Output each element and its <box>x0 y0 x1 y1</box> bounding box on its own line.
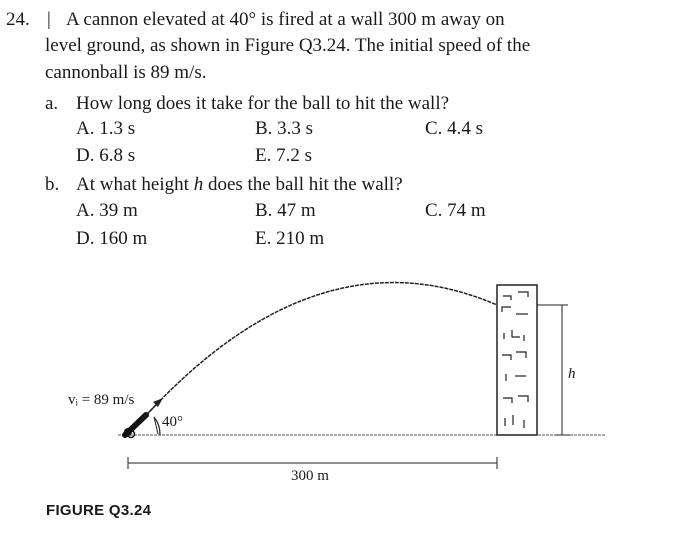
problem-line-2: level ground, as shown in Figure Q3.24. The initial speed of the <box>45 35 531 56</box>
part-b-option-a: A. 39 m <box>76 200 138 221</box>
problem-line-3: cannonball is 89 m/s. <box>45 62 207 83</box>
part-a-question: How long does it take for the ball to hit the wall? <box>76 93 450 114</box>
angle-label: 40° <box>162 414 183 430</box>
part-b-option-d: D. 160 m <box>76 228 148 249</box>
part-a-option-d: D. 6.8 s <box>76 145 136 166</box>
trajectory-path <box>133 283 497 430</box>
part-a-option-b: B. 3.3 s <box>255 118 314 139</box>
part-a-label: a. <box>45 93 59 114</box>
part-b-option-c: C. 74 m <box>425 200 486 221</box>
part-a-option-e: E. 7.2 s <box>255 145 312 166</box>
part-b-question-var: h <box>193 174 204 195</box>
height-label: h <box>568 366 576 382</box>
problem-line-1: A cannon elevated at 40° is fired at a wall 300 m away on <box>66 9 505 30</box>
velocity-label: vᵢ = 89 m/s <box>68 392 135 408</box>
part-b-question-suffix: does the ball hit the wall? <box>203 174 403 195</box>
part-b-question-prefix: At what height <box>76 174 194 195</box>
part-b-option-b: B. 47 m <box>255 200 316 221</box>
problem-number: 24. <box>6 9 30 30</box>
part-b-option-e: E. 210 m <box>255 228 325 249</box>
distance-label: 300 m <box>291 468 329 484</box>
part-a-option-c: C. 4.4 s <box>425 118 484 139</box>
part-b-label: b. <box>45 174 60 195</box>
difficulty-marker: | <box>47 9 51 30</box>
figure-caption: FIGURE Q3.24 <box>46 502 152 519</box>
part-a-option-a: A. 1.3 s <box>76 118 136 139</box>
